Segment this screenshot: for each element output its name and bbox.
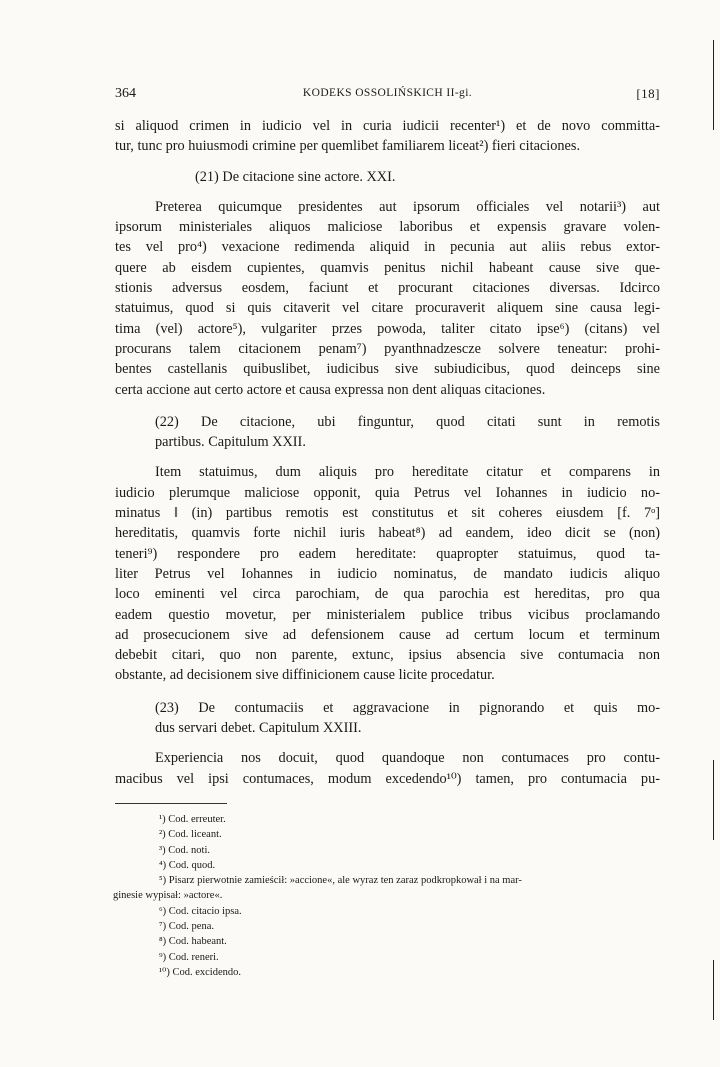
text-line: macibus vel ipsi contumaces, modum excedendo¹⁰) tamen, pro contumacia pu- xyxy=(115,770,660,787)
text-line: iudicio plerumque maliciose opponit, quia Petrus vel Iohannes in iudicio no- xyxy=(115,484,660,501)
page-number: 364 xyxy=(115,86,136,101)
footnote: ⁴) Cod. quod. xyxy=(159,859,216,871)
footnote: ⁷) Cod. pena. xyxy=(159,920,214,932)
heading-line: (22) De citacione, ubi finguntur, quod citati sunt in remotis xyxy=(155,413,660,430)
text-line: debebit citari, quo non parente, extunc, ipsius absencia sive contumacia non xyxy=(115,647,660,664)
footnote: ¹⁰) Cod. excidendo. xyxy=(159,966,242,978)
text-line: ad prosecucionem sive ad defensionem cause ad certum locum et terminum xyxy=(115,626,660,643)
text-line: Experiencia nos docuit, quod quandoque non contumaces pro contu- xyxy=(155,750,660,767)
text-line: eadem questio movetur, per ministerialem publice tribus vicibus proclamando xyxy=(115,606,660,623)
text-line: liter Petrus vel Iohannes in iudicio nominatus, de mandato iudicis aliquo xyxy=(115,565,660,582)
footnotes xyxy=(115,812,660,980)
text-line: ipsorum ministeriales aliquos maliciose laboribus et expensis gravare volen- xyxy=(115,219,660,236)
text-line: certa accione aut certo actore et causa expressa non dent aliquas citaciones. xyxy=(115,381,546,398)
footnote: ⁹) Cod. reneri. xyxy=(159,951,219,963)
heading-line: dus servari debet. Capitulum XXIII. xyxy=(155,720,362,737)
text-line: tur, tunc pro huiusmodi crimine per quemlibet familiarem liceat²) fieri citaciones. xyxy=(115,138,581,155)
text-line: hereditatis, quamvis forte nichil iuris habeat⁸) ad eandem, ideo dicit se (non) xyxy=(115,525,660,542)
text-line: bentes castellanis quibuslibet, iudicibus sive subiudicibus, quod deinceps sine xyxy=(115,361,660,378)
footnote: ⁶) Cod. citacio ipsa. xyxy=(159,905,242,917)
text-line: stionis adversus eosdem, faciunt et procurant citaciones diversas. Idcirco xyxy=(115,280,660,297)
text-line: quere ab eisdem cupientes, quamvis penitus nichil habeant cause sive que- xyxy=(115,259,660,276)
text-line: si aliquod crimen in iudicio vel in curia iudicii recenter¹) et de novo committa- xyxy=(115,118,660,134)
footnote: ²) Cod. liceant. xyxy=(159,829,222,841)
running-title: KODEKS OSSOLIŃSKICH II-gi. xyxy=(302,87,473,99)
scan-edge-line xyxy=(713,760,714,840)
chapter-heading-23 xyxy=(115,698,660,739)
text-line: minatus ‖ (in) partibus remotis est constitutus et sit coheres eiusdem [f. 7ᵒ] xyxy=(115,505,660,522)
page-header xyxy=(115,86,660,108)
footnote-rule xyxy=(115,803,227,804)
footnote: ⁵) Pisarz pierwotnie zamieścił: »accione«, ale wyraz ten zaraz podkropkował i na mar- xyxy=(159,875,522,887)
text-line: obstante, ad decisionem sive diffinicionem cause licite procedatur. xyxy=(115,667,495,684)
chapter-heading-21 xyxy=(115,167,660,187)
paragraph-22 xyxy=(115,462,660,685)
paragraph-23 xyxy=(115,748,660,789)
paragraph-intro xyxy=(115,116,660,157)
text-line: tima (vel) actore⁵), vulgariter przes powoda, taliter citato ipse⁶) (citans) vel xyxy=(115,320,660,337)
text-line: teneri⁹) respondere pro eadem hereditate: quapropter statuimus, quod ta- xyxy=(115,545,660,562)
section-number: [18] xyxy=(636,86,660,101)
scan-edge-line xyxy=(713,960,714,1020)
footnote: ¹) Cod. erreuter. xyxy=(159,813,226,825)
paragraph-21 xyxy=(115,197,660,400)
text-line: Item statuimus, dum aliquis pro hereditate citatur et comparens in xyxy=(155,464,660,481)
heading-line: partibus. Capitulum XXII. xyxy=(155,434,306,451)
heading-line: (21) De citacione sine actore. XXI. xyxy=(195,168,396,185)
scan-edge-line xyxy=(713,40,714,130)
text-line: Preterea quicumque presidentes aut ipsorum officiales vel notarii³) aut xyxy=(155,198,660,215)
text-line: loco eminenti vel circa parochiam, de qua parochia est hereditas, pro qua xyxy=(115,586,660,603)
footnote: ⁸) Cod. habeant. xyxy=(159,936,227,948)
chapter-heading-22 xyxy=(115,412,660,453)
text-line: procurans talem citacionem penam⁷) pyanthnadzescze solvere teneatur: prohi- xyxy=(115,340,660,357)
text-line: statuimus, quod si quis citaverit vel citare procuraverit aliquem sine causa legi- xyxy=(115,300,660,317)
document-page xyxy=(115,86,660,980)
footnote-continuation: ginesie wypisał: »actore«. xyxy=(113,890,223,902)
footnote: ³) Cod. noti. xyxy=(159,844,210,856)
heading-line: (23) De contumaciis et aggravacione in pignorando et quis mo- xyxy=(155,699,660,716)
text-line: tes vel pro⁴) vexacione redimenda aliquid in pecunia aut aliis rebus extor- xyxy=(115,239,660,256)
